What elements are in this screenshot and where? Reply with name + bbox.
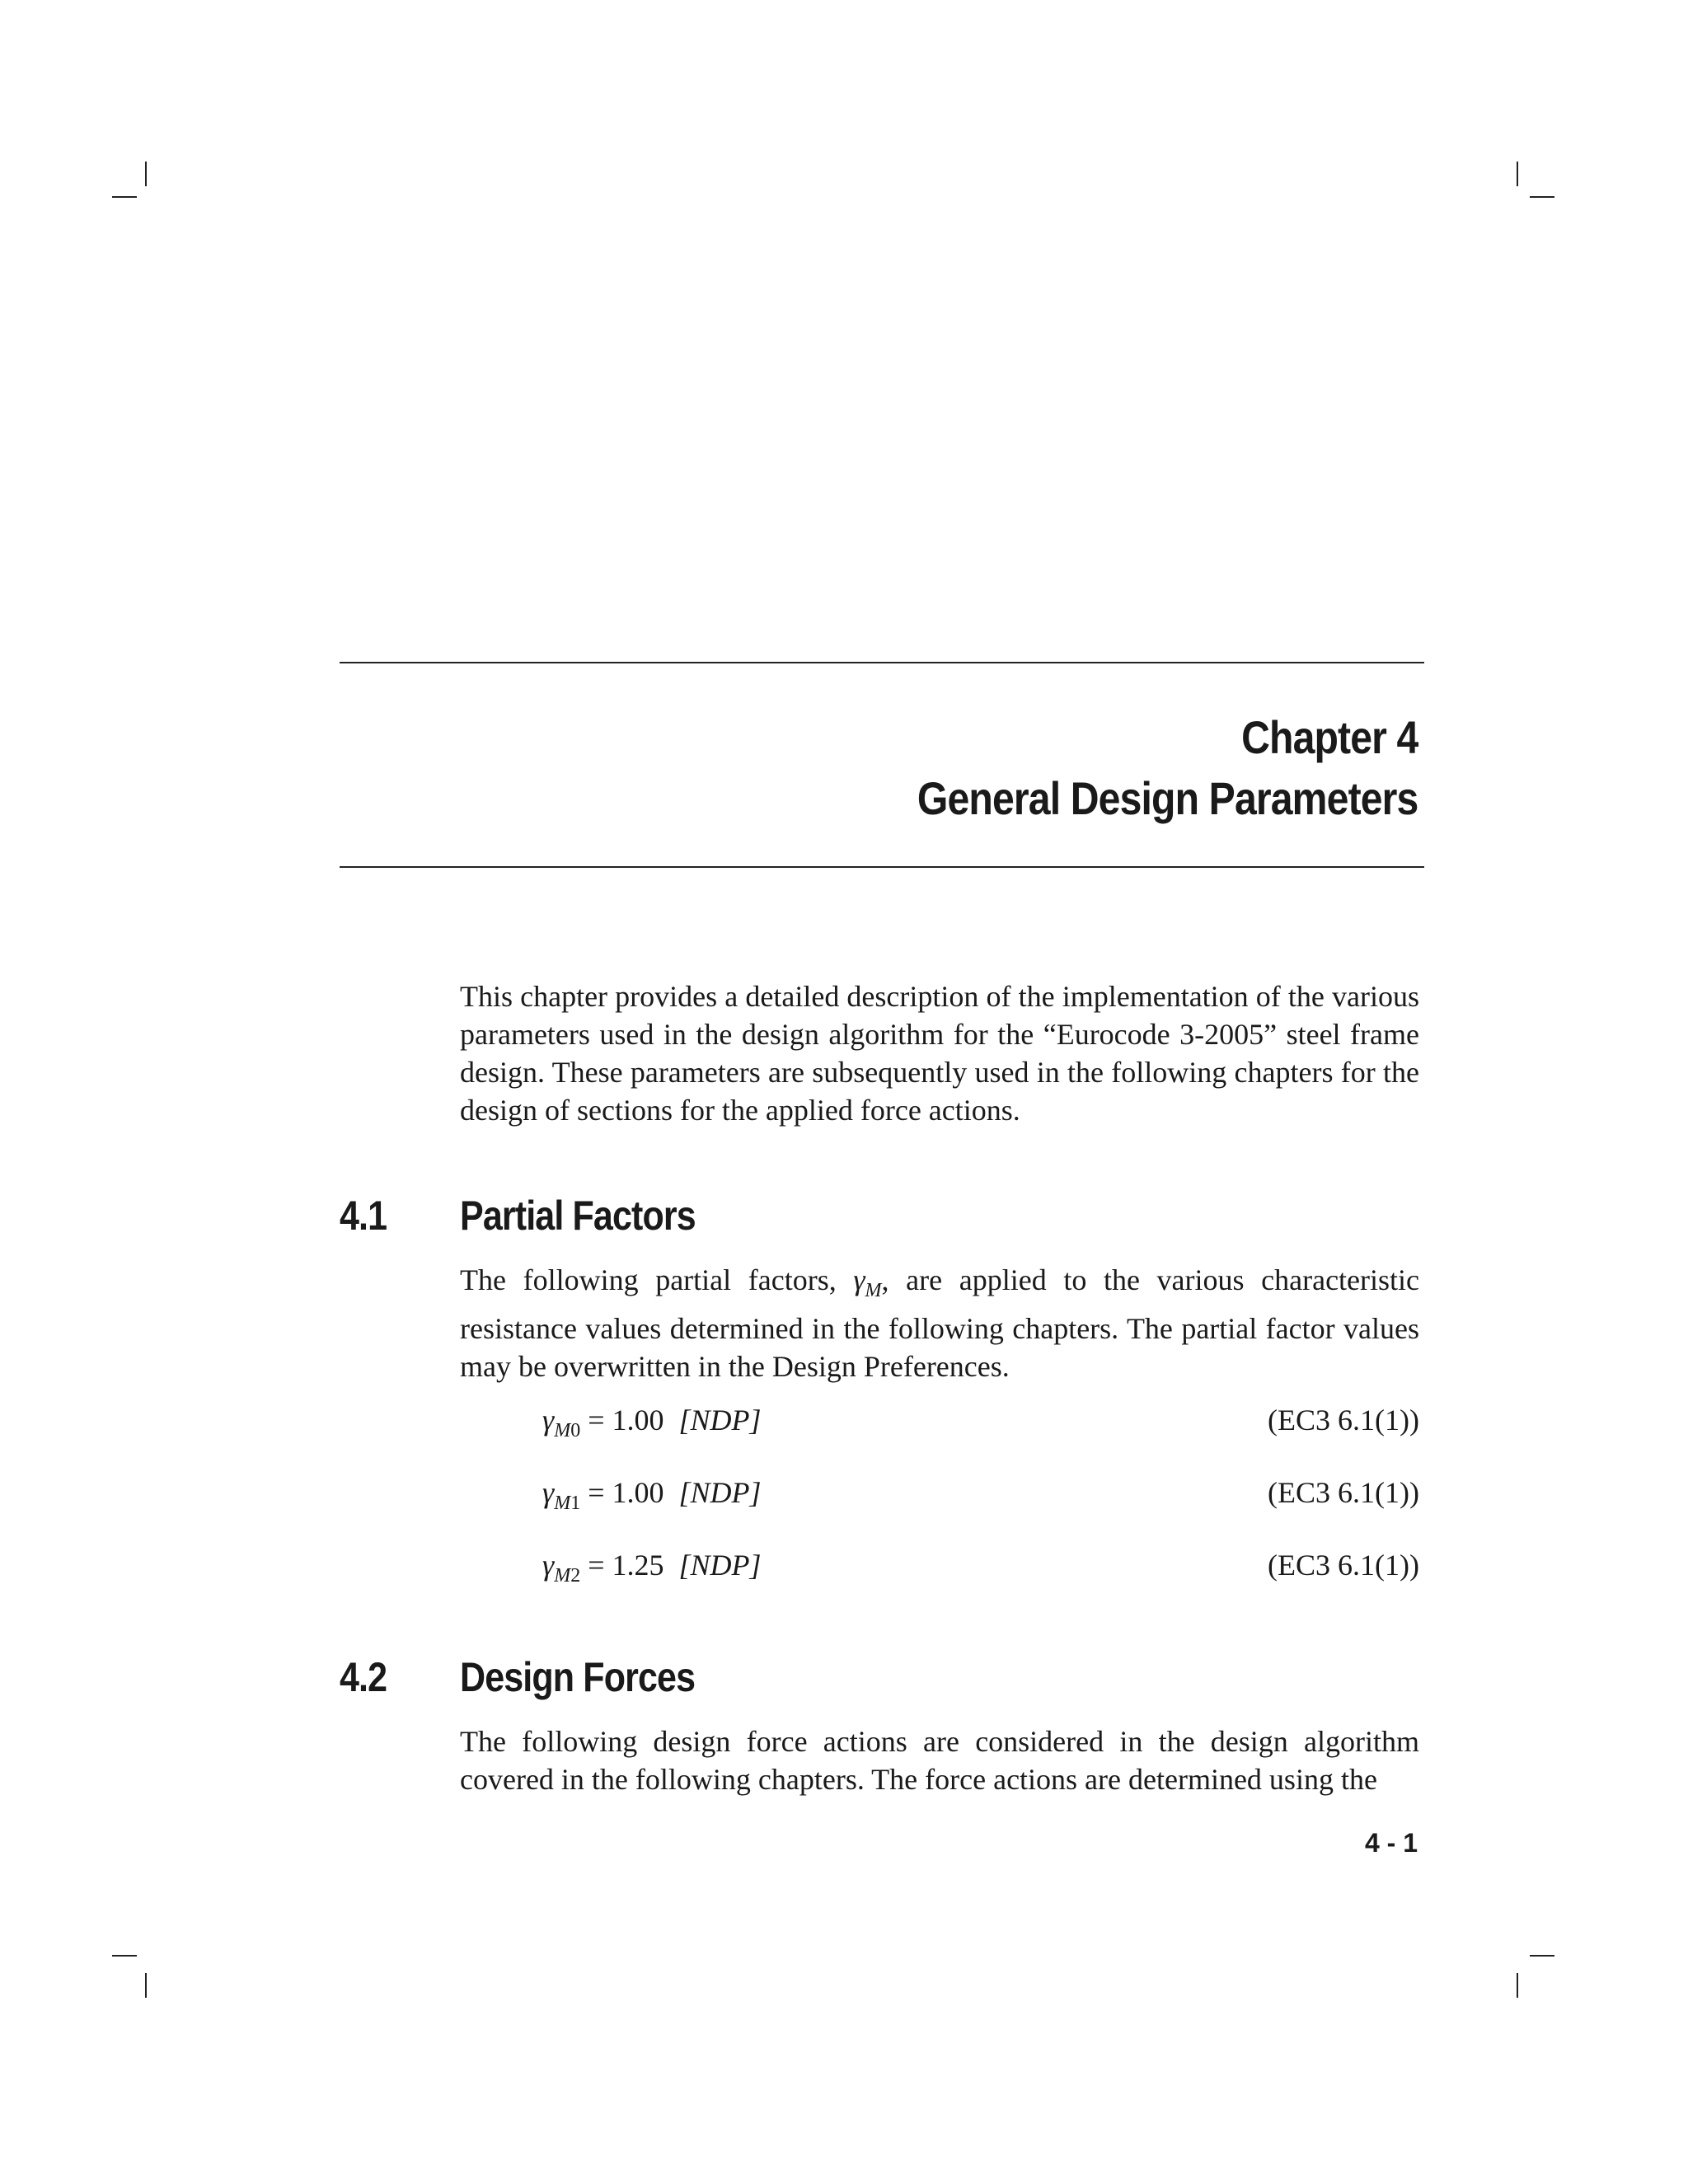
- equation-tag: [NDP]: [678, 1476, 762, 1509]
- section-title: Design Forces: [460, 1654, 696, 1700]
- intro-paragraph: This chapter provides a detailed description of the implementation of the various parameters used in the design algorithm for the “Eurocode 3-2005” steel frame design. These parameters are subsequently used in the following chapters for the design of sections for the applied force actions.: [460, 980, 1419, 1127]
- equation-subscript: M: [554, 1565, 571, 1586]
- crop-mark-top-left-horizontal: [112, 196, 137, 198]
- section-number: 4.1: [340, 1193, 387, 1239]
- crop-mark-top-left-vertical: [145, 162, 147, 186]
- section-paragraph: [460, 1261, 1419, 1385]
- equation-tag: [NDP]: [678, 1404, 762, 1436]
- equation-subscript-number: 1: [570, 1493, 581, 1514]
- equation-reference: (EC3 6.1(1)): [1268, 1476, 1419, 1509]
- crop-mark-bottom-right-vertical: [1517, 1973, 1518, 1998]
- page-number: 4 - 1: [1364, 1828, 1418, 1858]
- paragraph-text-before: The following partial factors,: [460, 1263, 837, 1296]
- section-paragraph: The following design force actions are considered in the design algorithm covered in the following chapters. The force actions are determined using the: [460, 1725, 1419, 1796]
- chapter-bottom-rule: [340, 866, 1424, 868]
- equation: [542, 1548, 762, 1587]
- equation-value: = 1.25: [588, 1549, 664, 1582]
- section-number: 4.2: [340, 1654, 387, 1700]
- crop-mark-bottom-left-horizontal: [112, 1955, 137, 1957]
- equation-value: = 1.00: [588, 1404, 664, 1436]
- chapter-heading: [917, 707, 1418, 829]
- gamma-symbol: γ: [542, 1404, 555, 1436]
- gamma-subscript: M: [865, 1280, 882, 1301]
- gamma-symbol: γ: [853, 1263, 865, 1296]
- chapter-top-rule: [340, 662, 1424, 663]
- crop-mark-top-right-horizontal: [1530, 196, 1554, 198]
- equation-value: = 1.00: [588, 1476, 664, 1509]
- equation-subscript: M: [554, 1493, 571, 1514]
- equation-tag: [NDP]: [678, 1549, 762, 1582]
- equation-row: [460, 1475, 1419, 1516]
- equation-reference: (EC3 6.1(1)): [1268, 1404, 1419, 1436]
- equation: [542, 1403, 762, 1442]
- gamma-symbol: γ: [542, 1476, 555, 1509]
- equation-subscript-number: 0: [570, 1420, 581, 1441]
- equation-subscript-number: 2: [570, 1565, 581, 1586]
- crop-mark-bottom-right-horizontal: [1530, 1955, 1554, 1957]
- section-title: Partial Factors: [460, 1193, 696, 1239]
- equation: [542, 1475, 762, 1515]
- chapter-title: General Design Parameters: [917, 772, 1418, 824]
- equation-row: [460, 1403, 1419, 1444]
- equation-reference: (EC3 6.1(1)): [1268, 1549, 1419, 1582]
- equation-subscript: M: [554, 1420, 571, 1441]
- gamma-symbol: γ: [542, 1549, 555, 1582]
- equation-row: [460, 1548, 1419, 1589]
- paragraph-text-after: , are applied to the various characteristic resistance values determined in the following chapters. The partial factor values may be overwritten in the Design Preferences.: [460, 1263, 1420, 1383]
- crop-mark-top-right-vertical: [1517, 162, 1518, 186]
- chapter-label: Chapter 4: [1240, 711, 1418, 763]
- crop-mark-bottom-left-vertical: [145, 1973, 147, 1998]
